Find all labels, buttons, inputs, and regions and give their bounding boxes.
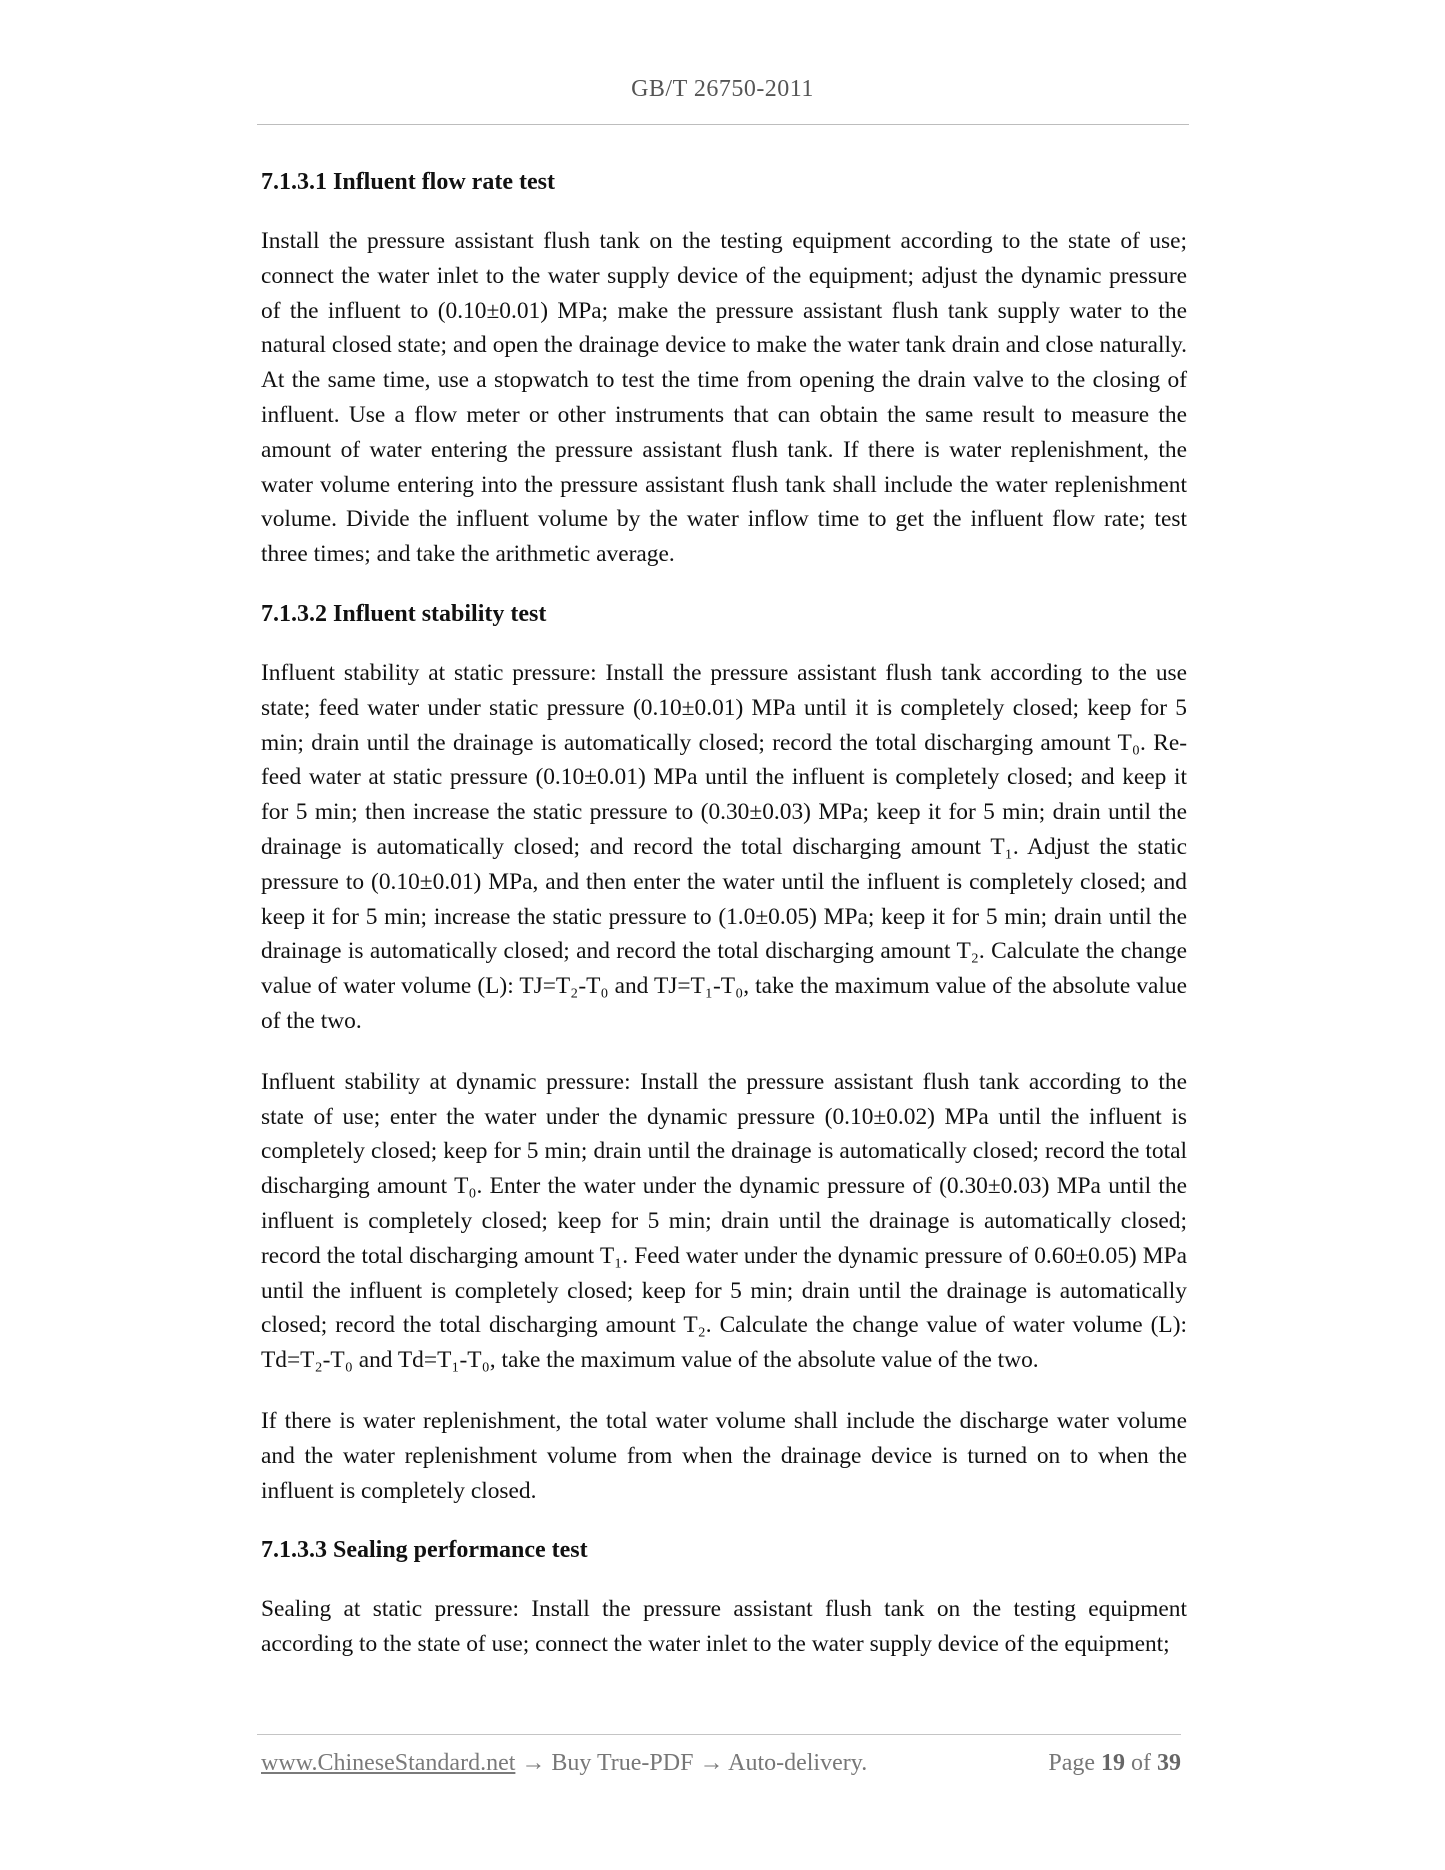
header-divider	[257, 124, 1189, 125]
paragraph: Influent stability at dynamic pressure: Install the pressure assistant flush tank according to the state of use; enter the water under the dynamic pressure (0.10±0.02) MPa until the influent is completely closed; keep for 5 min; drain until the drainage is automatically closed; record the total discharging amount T₀. Enter the water under the dynamic pressure of (0.30±0.03) MPa until the influent is completely closed; keep for 5 min; drain until the drainage is automatically closed; record the total discharging amount T₁. Feed water under the dynamic pressure of 0.60±0.05) MPa until the influent is completely closed; keep for 5 min; drain until the drainage is automatically closed; record the total discharging amount T₂. Calculate the change value of water volume (L): Td=T₂-T₀ and Td=T₁-T₀, take the maximum value of the absolute value of the two.	[261, 1068, 1187, 1374]
page-number: 19	[1101, 1750, 1125, 1776]
total-pages: 39	[1157, 1750, 1181, 1776]
page-word: Page	[1048, 1750, 1095, 1776]
of-word: of	[1131, 1750, 1151, 1776]
paragraph: If there is water replenishment, the total water volume shall include the discharge water volume and the water replenishment volume from when the drainage device is turned on to when the influent is completely closed.	[261, 1407, 1187, 1504]
paragraph: Install the pressure assistant flush tank on the testing equipment according to the state of use; connect the water inlet to the water supply device of the equipment; adjust the dynamic pressure of the influent to (0.10±0.01) MPa; make the pressure assistant flush tank supply water to the natural closed state; and open the drainage device to make the water tank drain and close naturally. At the same time, use a stopwatch to test the time from opening the drain valve to the closing of influent. Use a flow meter or other instruments that can obtain the same result to measure the amount of water entering the pressure assistant flush tank. If there is water replenishment, the water volume entering into the pressure assistant flush tank shall include the water replenishment volume. Divide the influent volume by the water inflow time to get the influent flow rate; test three times; and take the arithmetic average.	[261, 228, 1187, 568]
section-heading: 7.1.3.2 Influent stability test	[261, 600, 547, 627]
paragraph: Sealing at static pressure: Install the pressure assistant flush tank on the testing equipment according to the state of use; connect the water inlet to the water supply device of the equipment;	[261, 1596, 1187, 1658]
page-footer	[261, 1750, 1181, 1786]
footer-divider	[257, 1734, 1181, 1735]
section-heading: 7.1.3.3 Sealing performance test	[261, 1537, 588, 1564]
document-body	[261, 166, 1187, 1688]
site-link[interactable]: www.ChineseStandard.net	[261, 1750, 516, 1776]
section-heading: 7.1.3.1 Influent flow rate test	[261, 169, 555, 195]
page-header: GB/T 26750-2011	[631, 76, 814, 102]
footer-promo	[261, 1750, 867, 1777]
paragraph: Influent stability at static pressure: Install the pressure assistant flush tank according to the use state; feed water under static pressure (0.10±0.01) MPa until it is completely closed; keep for 5 min; drain until the drainage is automatically closed; record the total discharging amount T₀. Re-feed water at static pressure (0.10±0.01) MPa until the influent is completely closed; and keep it for 5 min; then increase the static pressure to (0.30±0.03) MPa; keep it for 5 min; drain until the drainage is automatically closed; and record the total discharging amount T₁. Adjust the static pressure to (0.10±0.01) MPa, and then enter the water until the influent is completely closed; and keep it for 5 min; increase the static pressure to (1.0±0.05) MPa; keep it for 5 min; drain until the drainage is automatically closed; and record the total discharging amount T₂. Calculate the change value of water volume (L): TJ=T₂-T₀ and TJ=T₁-T₀, take the maximum value of the absolute value of the two.	[261, 659, 1187, 1034]
footer-tagline: → Buy True-PDF → Auto-delivery.	[515, 1750, 868, 1776]
page-indicator	[1048, 1750, 1181, 1777]
